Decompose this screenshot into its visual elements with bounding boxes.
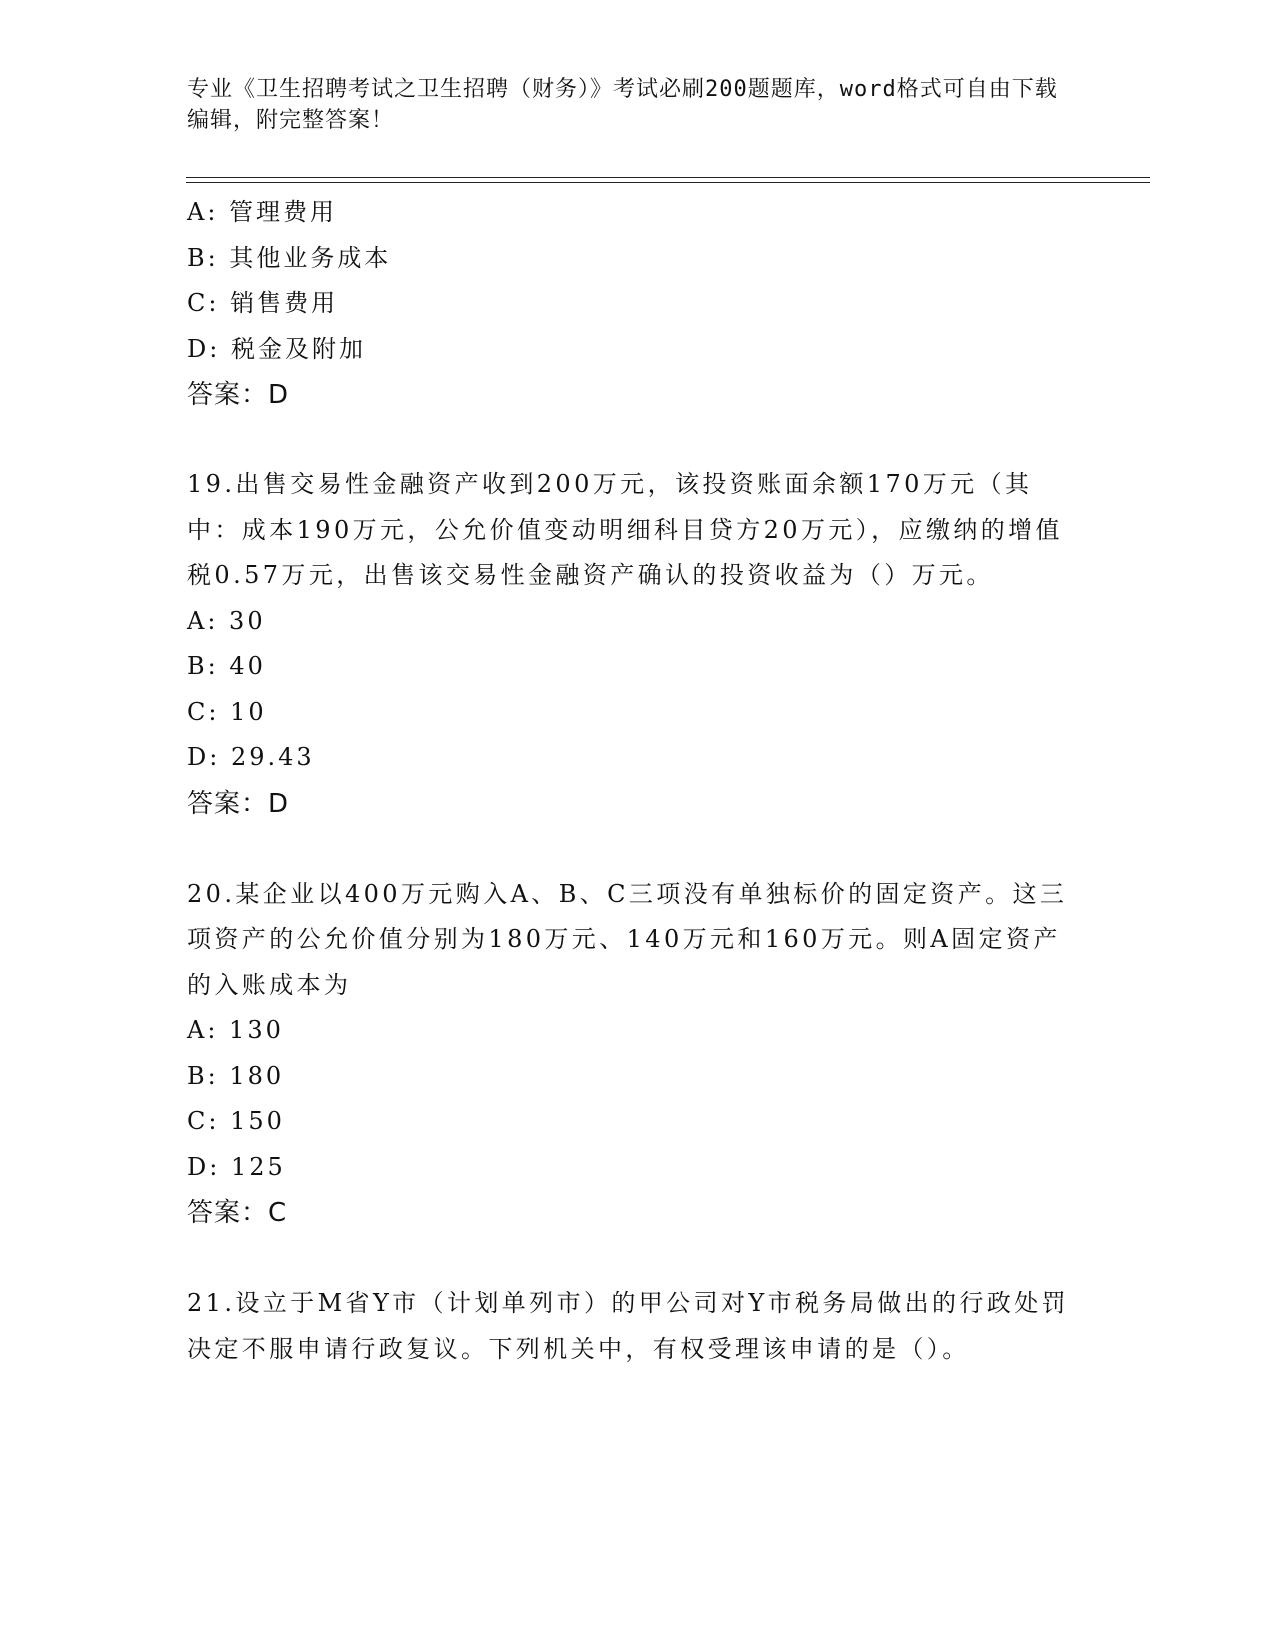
question-text: 20.某企业以400万元购入A、B、C三项没有单独标价的固定资产。这三项资产的公允价值分别为180万元、140万元和160万元。则A固定资产的入账成本为 (187, 879, 1068, 999)
document-body (187, 190, 1077, 1372)
header-divider (186, 177, 1150, 178)
answer-line: 答案：C (187, 1198, 288, 1228)
option-d: D: 税金及附加 (187, 334, 366, 363)
option-b: B: 180 (187, 1061, 285, 1090)
option-a: A: 管理费用 (187, 198, 338, 226)
option-d: D: 125 (187, 1152, 286, 1181)
header-divider-secondary (186, 182, 1150, 183)
prev-question-block (187, 190, 1077, 418)
option-c: C: 150 (187, 1107, 285, 1135)
option-a: A: 130 (187, 1016, 284, 1044)
option-b: B: 40 (187, 652, 266, 680)
question-20 (187, 872, 1077, 1237)
question-text: 19.出售交易性金融资产收到200万元，该投资账面余额170万元（其中：成本190万元，公允价值变动明细科目贷方20万元），应缴纳的增值税0.57万元，出售该交易性金融资产确认的投资收益为（）万元。 (187, 470, 1063, 589)
option-b: B: 其他业务成本 (187, 243, 392, 272)
option-c: C: 10 (187, 697, 267, 726)
answer-line: 答案：D (187, 380, 290, 410)
document-header: 专业《卫生招聘考试之卫生招聘（财务）》考试必刷200题题库，word格式可自由下载编辑，附完整答案！ (187, 77, 1058, 133)
option-d: D: 29.43 (187, 743, 315, 771)
question-21 (187, 1281, 1077, 1372)
option-c: C: 销售费用 (187, 289, 339, 317)
question-19 (187, 462, 1077, 827)
question-text: 21.设立于M省Y市（计划单列市）的甲公司对Y市税务局做出的行政处罚决定不服申请行政复议。下列机关中，有权受理该申请的是（）。 (187, 1289, 1070, 1363)
answer-line: 答案：D (187, 788, 290, 819)
option-a: A: 30 (187, 606, 266, 635)
